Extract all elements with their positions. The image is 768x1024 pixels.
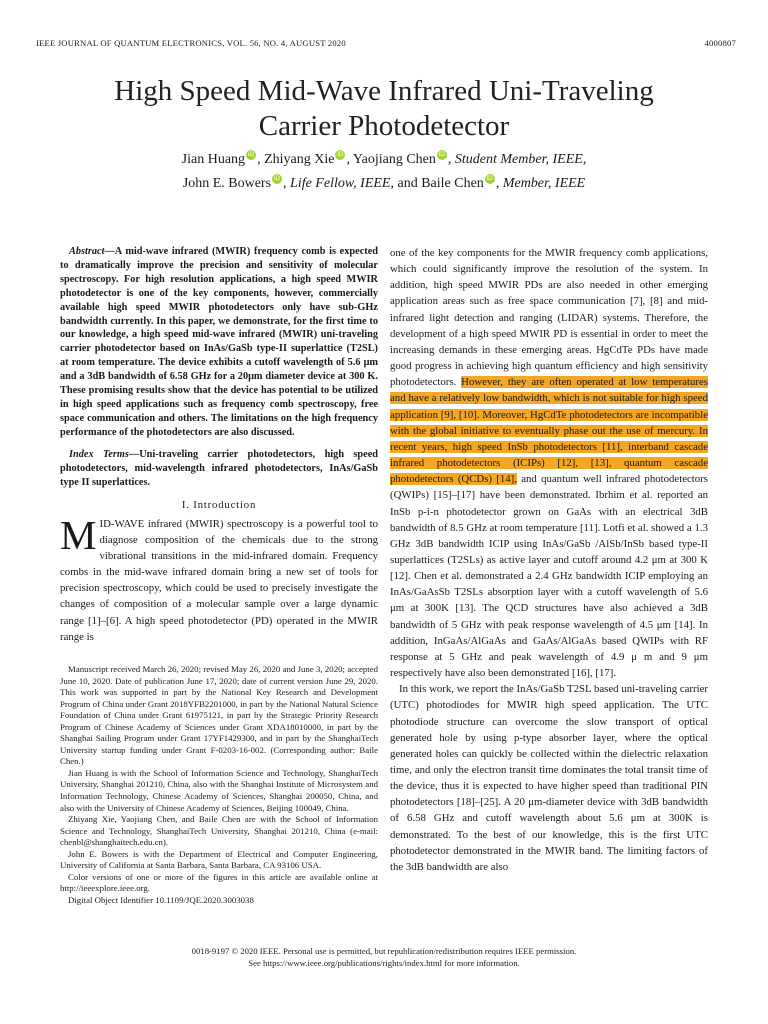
footnote: Jian Huang is with the School of Information Science and Technology, ShanghaiTech University, Shanghai 201210, China, also with the Shanghai Institute of Microsystem and Information Technology, Chinese Academy of Sciences, Shanghai 200050, China, and also with the University of Chinese Academy of Sciences, Beijing 100049, China. xyxy=(60,767,378,813)
body-paragraph: In this work, we report the InAs/GaSb T2SL based uni-traveling carrier (UTC) photodiodes for MWIR high speed application. The UTC photodiode structure can overcome the slow transport of optical generated hole by using p-type absorber layer, where the optical generated holes can quickly be collected within the dielectric relaxation time, and only the electron transit time dominates the total transit time of the device, thus it is expected to have higher speed than traditional PIN photodetectors [18]–[25]. A 20 μm-diameter device with 3dB bandwidth of 6.58 GHz and cutoff wavelength about 5.6 μm at 300K is demonstrated. To the best of our knowledge, this is the first UTC photodetector demonstrated in the MWIR band. The limiting factors of the 3dB bandwidth are also xyxy=(390,683,708,873)
author-name: John E. Bowers xyxy=(182,176,272,191)
author-role: Life Fellow, IEEE xyxy=(290,176,391,191)
section-heading: I. Introduction xyxy=(181,499,257,512)
abstract-text: A mid-wave infrared (MWIR) frequency comb is expected to dramatically improve the precision and sensitivity of molecular spectroscopy. For high resolution applications, a high speed MWIR photodetector is one of the key components, however, commercially available high speed MWIR photodetectors only have sub-GHz bandwidth currently. In this paper, we demonstrate, for the first time to our knowledge, a high speed mid-wave infrared (MWIR) uni-traveling carrier photodetector based on InAs/GaSb type-II superlattice (T2SL) at room temperature. The device exhibits a cutoff wavelength of 5.6 μm and a 3dB bandwidth of 6.58 GHz for a 20μm diameter device at 300 K. These promising results show that the device has potential to be utilized in high speed applications such as frequency comb spectroscopy, free space communication and others. The limitations on the high frequency performance of the photodetectors are also discussed. xyxy=(60,246,378,438)
footnote: Manuscript received March 26, 2020; revised May 26, 2020 and June 3, 2020; accepted June 10, 2020. Date of publication June 17, 2020; date of current version June 29, 2020. This work was supported in part by the National Key Research and Development Program of China under Grant 2018YFB2201000, in part by the National Natural Science Foundation of China under Grant 61975121, in part by the Strategic Priority Research Program of Chinese Academy of Sciences under Grant XDA18010000, in part by the Shanghai Sailing Program under Grant 17YF1429300, and in part by the ShanghaiTech University startup funding under Grant F-0203-16-002. (Corresponding author: Baile Chen.) xyxy=(60,664,378,767)
title-line: High Speed Mid-Wave Infrared Uni-Traveling xyxy=(114,75,654,107)
author-name: Yaojiang Chen xyxy=(352,152,436,167)
body-text: and quantum well infrared photodetectors (QWIPs) [15]–[17] have been demonstrated. Ibrhim et al. reported an InSb p-i-n photodetector grown on GaAs with an electrical 3dB bandwidth of 8.5 GHz at room temperature [11]. Lotfi et al. showed a 1.3 GHz 3dB bandwidth ICIP using InAs/GaSb /AlSb/InSb based type-II superlattices (T2SLs) as active layer and cutoff around 4.2 μm at 300 K [12]. Chen et al. demonstrated a 2.4 GHz bandwidth ICIP employing an InAs/GaAsSb T2SLs absorption layer with a cutoff wavelength of 5.6 μm at 300K [13]. The QCD structures have also achieved a 3dB bandwidth of 5 GHz with peak response wavelength of 4.5 μm [14]. In addition, InGaAs/AlGaAs and GaAs/AlGaAs based QWIPs with RF response at 5 GHz and peak wavelength of 4.9 μ m and 9 μm respectively have also been demonstrated [16], [17]. xyxy=(390,473,708,680)
intro-paragraph xyxy=(60,511,378,645)
index-terms: Index Terms—Uni-traveling carrier photodetectors, high speed photodetectors, mid-wavelength infrared photodetectors, InAs/GaSb type II superlattices. xyxy=(60,448,378,488)
abstract: Abstract—A mid-wave infrared (MWIR) frequency comb is expected to dramatically improve the precision and sensitivity of molecular spectroscopy. For high resolution applications, a high speed MWIR photodetector is one of the key components, however, commercially available high speed MWIR photodetectors only have sub-GHz bandwidth currently. In this paper, we demonstrate, for the first time to our knowledge, a high speed mid-wave infrared (MWIR) uni-traveling carrier photodetector based on InAs/GaSb type-II superlattice (T2SL) at room temperature. The device exhibits a cutoff wavelength of 5.6 μm and a 3dB bandwidth of 6.58 GHz for a 20μm diameter device at 300 K. These promising results show that the device has potential to be utilized in high speed applications such as frequency comb spectroscopy, free space communication and others. The limitations on the high frequency performance of the photodetectors are also discussed. xyxy=(60,246,378,438)
author-line: Jian Huang iD , Zhiyang Xie iD , Yaojiang Chen iD , Student Member, IEEE, xyxy=(181,151,587,167)
running-header: IEEE JOURNAL OF QUANTUM ELECTRONICS, VOL. 56, NO. 4, AUGUST 2020 xyxy=(36,38,346,48)
footnotes xyxy=(60,664,378,906)
author-name: Zhiyang Xie xyxy=(264,152,335,167)
orcid-icon[interactable]: iD xyxy=(486,175,493,182)
footnote: Zhiyang Xie, Yaojiang Chen, and Baile Chen are with the School of Information Science and Technology, ShanghaiTech University, Shanghai 201210, China (e-mail: chenbl@shanghaitech.edu.cn). xyxy=(60,814,378,848)
abstract-label: Abstract xyxy=(69,246,105,257)
body-paragraph xyxy=(390,245,708,681)
author-name: Jian Huang xyxy=(181,152,246,167)
doi[interactable]: Digital Object Identifier 10.1109/JQE.2020.3003038 xyxy=(68,894,254,905)
orcid-icon[interactable]: iD xyxy=(247,151,255,158)
copyright-footer xyxy=(0,946,768,969)
right-column xyxy=(390,245,708,933)
author-role: Student Member, IEEE xyxy=(454,152,583,167)
page-number: 4000807 xyxy=(704,38,736,48)
left-column xyxy=(60,245,378,645)
author-role: Member, IEEE xyxy=(502,176,586,191)
copyright-line: 0018-9197 © 2020 IEEE. Personal use is permitted, but republication/redistribution requires IEEE permission. xyxy=(191,946,577,956)
index-terms-text: Uni-traveling carrier photodetectors, high speed photodetectors, mid-wavelength infrared photodetectors, InAs/GaSb type II superlattices. xyxy=(60,448,378,488)
author-line: John E. Bowers iD , Life Fellow, IEEE, and Baile Chen iD , Member, IEEE xyxy=(182,175,586,191)
rights-link[interactable]: See https://www.ieee.org/publications/rights/index.html for more information. xyxy=(248,957,520,968)
body-text: one of the key components for the MWIR frequency comb applications, which could significantly improve the resolution of the system. In addition, high speed MWIR PDs are also needed in other emerging application areas such as free space communication [7], [8] and mid-infrared light detection and ranging (LIDAR) systems. Therefore, the development of a high speed MWIR PD is essential in order to meet the increasing demands in these emerging areas. HgCdTe PDs have made good progress in achieving high quantum efficiency and high sensitivity photodetectors. xyxy=(390,247,708,389)
footnote: John E. Bowers is with the Department of Electrical and Computer Engineering, University of California at Santa Barbara, Santa Barbara, CA 93106 USA. xyxy=(60,848,378,871)
highlighted-text[interactable]: However, they are often operated at low temperatures and have a relatively low bandwidth, which is not suitable for high speed application [9], [10]. Moreover, HgCdTe photodetectors are incompatible with the global initiative to eventually phase out the use of mercury. In recent years, high speed InSb photodetectors [11], interband cascade infrared photodetectors (ICIPs) [12], [13], quantum cascade photodetectors (QCDs) [14], xyxy=(390,376,708,486)
title-line: Carrier Photodetector xyxy=(258,110,510,142)
orcid-icon[interactable]: iD xyxy=(438,151,445,158)
drop-cap: M xyxy=(60,511,97,558)
author-conjunction: and xyxy=(397,176,418,191)
orcid-icon[interactable]: iD xyxy=(337,151,344,158)
author-name: Baile Chen xyxy=(421,176,484,191)
author-list xyxy=(60,148,708,196)
paper-title xyxy=(40,74,728,144)
index-terms-label: Index Terms xyxy=(69,448,129,460)
orcid-icon[interactable]: iD xyxy=(273,175,281,182)
intro-text: ID-WAVE infrared (MWIR) spectroscopy is a powerful tool to diagnose composition of the chemicals due to the strong vibrational transitions in the mid-infrared domain. Frequency combs in the mid-wave infrared domain bring a new set of tools for precision spectroscopy, which could be used to precisely investigate the changes of composition of a molecular sample over a large dynamic range [1]–[6]. A high speed photodetector (PD) operated in the MWIR range is xyxy=(60,517,378,643)
footnote: Color versions of one or more of the figures in this article are available online at http://ieeexplore.ieee.org. xyxy=(60,871,378,894)
